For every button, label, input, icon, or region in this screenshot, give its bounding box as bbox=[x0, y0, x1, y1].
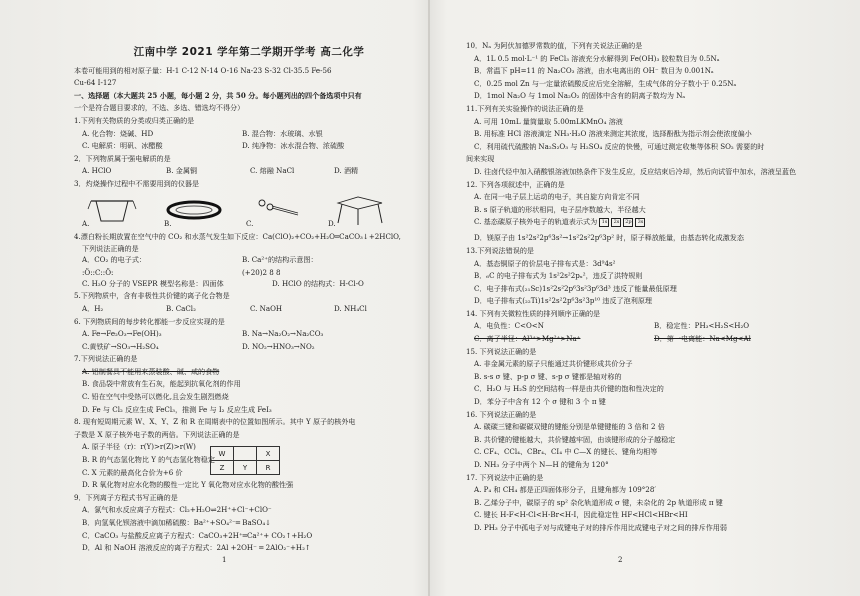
grid-cell bbox=[234, 447, 257, 461]
q11-option-c-cont: 间来实现 bbox=[466, 154, 495, 164]
q14-options bbox=[466, 320, 846, 333]
q13-option-b: B．₆C 的电子排布式为 1s²2s²2pₓ²，违反了洪特规则 bbox=[474, 271, 643, 281]
atomic-mass-note-2: Cu-64 I-127 bbox=[74, 78, 117, 88]
question-10: 10．Nₐ 为阿伏加德罗常数的值，下列有关说法正确的是 bbox=[466, 41, 643, 50]
q8-option-d: D. R 氧化物对应水化物的酸性一定比 Y 氧化物对应水化物的酸性强 bbox=[82, 480, 294, 490]
periodic-position-grid bbox=[210, 446, 280, 475]
grid-cell: Y bbox=[234, 461, 257, 475]
q14-option-c: C．离子半径：Al³⁺>Mg²⁺>Na⁺ bbox=[474, 334, 581, 344]
q11-option-a: A. 可用 10mL 量筒量取 5.00mLKMnO₄ 溶液 bbox=[474, 116, 623, 126]
grid-row bbox=[211, 461, 280, 475]
q6-option-b: B. Na→Na₂O₂→Na₂CO₃ bbox=[242, 329, 324, 339]
question-2: 2．下列物质属于强电解质的是 bbox=[74, 153, 171, 163]
q13-option-c: C．电子排布式(₂₁Sc)1s²2s²2p⁶3s²3p⁶3d³ 违反了能量最低原理 bbox=[474, 283, 677, 293]
q14-option-a: A．电负性：C<O<N bbox=[474, 321, 544, 331]
q13-option-d: D．电子排布式(₂₂Ti)1s²2s²2p⁶3s²3p¹⁰ 违反了泡利原理 bbox=[474, 296, 653, 306]
q7-option-a: A. 铝制餐具不能用来蒸装酸、碱、咸的食物 bbox=[82, 366, 220, 376]
q1-options-2 bbox=[74, 140, 424, 153]
ca-ion-structure-icon: (+20)2 8 8 bbox=[242, 267, 281, 277]
question-8: 8. 现有短周期元素 W、X、Y、Z 和 R 在周期表中的位置如图所示。其中 Y 原子的核外电 bbox=[74, 417, 356, 427]
q8-option-c: C. X 元素的最高化合价为+6 价 bbox=[82, 467, 183, 477]
q4-option-b: B. Ca²⁺的结构示意图： (+20)2 8 8 bbox=[242, 254, 402, 279]
q7-option-d: D. Fe 与 Cl₂ 反应生成 FeCl₃，推测 Fe 与 I₂ 反应生成 FeI₃ bbox=[82, 404, 272, 414]
q4-option-a: A．CO₂ 的电子式： :Ö::C::Ö: bbox=[82, 254, 242, 279]
q7-option-c: C. 铅在空气中受热可以燃化,且会发生剧烈燃烧 bbox=[82, 392, 229, 402]
q9-option-d: D．Al 和 NaOH 溶液反应的离子方程式：2Al +2OH⁻ ═ 2AlO₂⁻+H₂↑ bbox=[82, 543, 311, 553]
q6-options-2 bbox=[74, 341, 424, 354]
q2-option-c: C. 熔融 NaCl bbox=[250, 166, 295, 176]
q10-option-d: D．1mol Na₂O 与 1mol Na₂O₂ 的固体中含有的阴离子数均为 Nₐ bbox=[474, 91, 686, 101]
q15-option-c: C．H₂O 与 H₂S 的空间结构一样是由共价键的饱和性决定的 bbox=[474, 384, 664, 394]
section-heading-cont: 一个是符合题目要求的，不选、多选、错选均不得分） bbox=[74, 103, 245, 113]
crucible-tongs-icon bbox=[246, 193, 306, 227]
q16-option-a: A. 碳碳三键和碳碳双键的键能分别是单键键能的 3 倍和 2 倍 bbox=[474, 422, 665, 432]
q15-option-a: A. 非金属元素的原子只能通过共价键形成共价分子 bbox=[474, 359, 633, 369]
q16-option-c: C. CF₄、CCl₄、CBr₄、CI₄ 中 C—X 的键长、键角均相等 bbox=[474, 447, 658, 457]
tripod-icon bbox=[328, 193, 388, 227]
q14-options-2 bbox=[466, 333, 846, 346]
q11-option-d: D. 往卤代烃中加入硝酸银溶液加热条件下发生反应，反应结束后冷却，然后向试管中加水，溶液呈蓝色 bbox=[474, 166, 797, 176]
question-16: 16. 下列说法正确的是 bbox=[466, 409, 537, 419]
q4-options bbox=[74, 256, 424, 278]
q14-option-b: B．稳定性：PH₃<H₂S<H₂O bbox=[654, 321, 750, 331]
orbital-box: 3s bbox=[635, 218, 645, 227]
q12-option-c: C. 基态碳原子核外电子的轨道表示式为 1s 2s 2p 3s bbox=[466, 216, 846, 232]
question-17: 17. 下列说法中正确的是 bbox=[466, 472, 544, 482]
q17-option-c: C. 键长 H-F<H-Cl<H-Br<H-I，因此稳定性 HF<HCl<HBr<HI bbox=[474, 510, 688, 520]
q12-option-a: A. 在同一电子层上运动的电子，其自旋方向肯定不同 bbox=[474, 192, 640, 202]
question-3: 3．灼烧操作过程中不需要用到的仪器是 bbox=[74, 178, 200, 188]
orbital-box: 1s bbox=[599, 218, 609, 227]
question-5: 5.下列物质中，含有非极性共价键的离子化合物是 bbox=[74, 291, 230, 301]
q4-options-2 bbox=[74, 278, 424, 291]
clay-triangle-figure: B. bbox=[164, 193, 246, 231]
q8-option-b: B. R 的气态氢化物比 Y 的气态氢化物稳定 bbox=[82, 455, 215, 465]
q4-option-d: D. HClO 的结构式：H-Cl-O bbox=[272, 278, 364, 288]
q13-option-a: A．基态铜原子的价层电子排布式是：3d⁹4s² bbox=[474, 258, 616, 268]
q6-option-c: C.黄铁矿→SO₃→H₂SO₄ bbox=[82, 341, 159, 351]
q1-options bbox=[74, 128, 424, 141]
tongs-figure: C. bbox=[246, 193, 328, 231]
orbital-box: 2s bbox=[611, 218, 621, 227]
q2-option-a: A. HClO bbox=[82, 166, 112, 176]
q17-option-d: D. PH₃ 分子中孤电子对与成键电子对的排斥作用比成键电子对之间的排斥作用弱 bbox=[474, 522, 727, 532]
question-1: 1.下列有关物质的分类或归类正确的是 bbox=[74, 115, 195, 125]
orbital-diagram-icon bbox=[599, 218, 645, 227]
q6-option-d: D. NO₂→HNO₃→NO₂ bbox=[242, 341, 315, 351]
q16-option-d: D. NH₃ 分子中两个 N—H 的键角为 120° bbox=[474, 460, 609, 469]
question-4: 4.漂白粉长期放置在空气中的 CO₂ 和水蒸气发生如下反应：Ca(ClO)₂+CO₂+H₂O═CaCO₃↓+2HClO, bbox=[74, 231, 401, 241]
q5-option-d: D. NH₄Cl bbox=[334, 303, 367, 313]
atomic-mass-note: 本卷可能用到的相对原子量：H-1 C-12 N-14 O-16 Na-23 S-32 Cl-35.5 Fe-56 bbox=[74, 65, 332, 75]
page-fold bbox=[428, 0, 430, 596]
tripod-figure: D. bbox=[328, 193, 410, 231]
crucible-figure: A. bbox=[82, 193, 164, 231]
q5-options bbox=[74, 303, 424, 316]
q11-option-b: B. 用标准 HCl 溶液滴定 NH₃·H₂O 溶液来测定其浓度，选择酚酞为指示剂会使浓度偏小 bbox=[474, 129, 752, 139]
grid-cell: Z bbox=[211, 461, 234, 475]
page-number-right: 2 bbox=[618, 556, 623, 564]
q11-option-c: C．利用硫代硫酸钠 Na₂S₂O₃ 与 H₂SO₄ 反应的快慢，可通过测定收集等体积 SO₂ 需要的时 bbox=[474, 141, 765, 151]
q6-option-a: A. Fe→Fe₂O₃→Fe(OH)₃ bbox=[82, 329, 162, 339]
q2-option-d: D. 酒精 bbox=[334, 166, 359, 176]
q10-option-a: A．1L 0.5 mol·L⁻¹ 的 FeCl₃ 溶液充分水解得到 Fe(OH)₃ 胶粒数目为 0.5Nₐ bbox=[474, 53, 720, 63]
q10-option-b: B．常温下 pH=11 的 Na₂CO₃ 溶液，由水电离出的 OH⁻ 数目为 0.001Nₐ bbox=[474, 66, 714, 76]
q9-option-a: A．氯气和水反应离子方程式：Cl₂+H₂O⇌2H⁺+Cl⁻+ClO⁻ bbox=[82, 505, 272, 515]
question-8-cont: 子数是 X 原子核外电子数的两倍。下列说法正确的是 bbox=[74, 429, 240, 439]
question-6: 6. 下列物质间的每步转化都能一步反应实现的是 bbox=[74, 316, 225, 326]
q2-options bbox=[74, 165, 424, 178]
q5-option-b: B. CaCl₂ bbox=[166, 303, 196, 313]
q17-option-b: B. 乙烯分子中，碳原子的 sp² 杂化轨道形成 σ 键，未杂化的 2p 轨道形成 π 键 bbox=[474, 497, 723, 507]
question-7: 7.下列说法正确的是 bbox=[74, 354, 138, 364]
clay-triangle-icon bbox=[164, 193, 224, 227]
q15-option-d: D．苯分子中含有 12 个 σ 键和 3 个 π 键 bbox=[474, 397, 606, 407]
q8-option-a: A. 原子半径（r)：r(Y)>r(Z)>r(W) bbox=[82, 442, 196, 452]
grid-row bbox=[211, 447, 280, 461]
q1-option-c: C. 电解质：明矾、冰醋酸 bbox=[82, 141, 163, 151]
q12-option-b: B. s 原子轨道的形状相同，电子层序数越大，半径越大 bbox=[474, 204, 646, 214]
q1-option-b: B. 混合物：水玻璃、水银 bbox=[242, 128, 323, 138]
grid-cell: R bbox=[257, 461, 280, 475]
q17-option-a: A. P₄ 和 CH₄ 都是正四面体形分子，且键角都为 109°28′ bbox=[474, 485, 656, 495]
q6-options bbox=[74, 328, 424, 341]
q10-option-c: C．0.25 mol Zn 与一定量浓硫酸反应后完全溶解，生成气体的分子数小于 0.25Nₐ bbox=[474, 78, 737, 88]
q15-option-b: B. s-s σ 键、p-p σ 键、s-p σ 键都是轴对称的 bbox=[474, 371, 622, 381]
q14-option-d: D．第一电离能：Na<Mg<Al bbox=[654, 334, 751, 344]
q12-option-d: D．镁原子由 1s²2s²2p⁶3s²→1s²2s²2p⁶3p² 时，原子释放能量，由基态转化成激发态 bbox=[474, 233, 744, 243]
question-9: 9．下列离子方程式书写正确的是 bbox=[74, 492, 178, 502]
grid-cell: W bbox=[211, 447, 234, 461]
q9-option-c: C．CaCO₃ 与盐酸反应离子方程式：CaCO₃+2H⁺═Ca²⁺+ CO₂↑+H₂O bbox=[82, 530, 313, 540]
q7-option-b: B. 食品袋中常放有生石灰，能起到抗氧化剂的作用 bbox=[82, 379, 241, 389]
q5-option-a: A．H₂ bbox=[82, 303, 104, 313]
q9-option-b: B．向氢氧化钡溶液中滴加稀硫酸：Ba²⁺+SO₄²⁻═ BaSO₄↓ bbox=[82, 518, 272, 527]
right-page bbox=[466, 40, 846, 535]
question-11: 11.下列有关实验操作的说法正确的是 bbox=[466, 103, 584, 113]
q4-option-c: C. H₂O 分子的 VSEPR 模型名称是：四面体 bbox=[82, 278, 224, 288]
q1-option-d: D. 纯净物：冰水混合物、浓硫酸 bbox=[242, 141, 345, 151]
exam-title: 江南中学 2021 学年第二学期开学考 高二化学 bbox=[133, 46, 365, 58]
question-4-cont: 下列说法正确的是 bbox=[82, 244, 139, 254]
grid-cell: X bbox=[257, 447, 280, 461]
q2-option-b: B. 金属铜 bbox=[166, 166, 198, 176]
question-13: 13.下列说法错误的是 bbox=[466, 245, 535, 255]
crucible-icon bbox=[82, 193, 142, 227]
page-number-left: 1 bbox=[222, 556, 227, 564]
q3-apparatus-figures bbox=[74, 191, 424, 231]
q1-option-a: A. 化合物：烧碱、HD bbox=[82, 128, 154, 138]
question-15: 15. 下列说法正确的是 bbox=[466, 346, 537, 356]
q16-option-b: B. 共价键的键能越大，共价键越牢固，由该键形成的分子越稳定 bbox=[474, 434, 676, 444]
question-12: 12. 下列各项叙述中，正确的是 bbox=[466, 179, 565, 189]
q5-option-c: C. NaOH bbox=[250, 303, 283, 313]
question-14: 14. 下列有关微粒性质的排列顺序正确的是 bbox=[466, 308, 601, 318]
co2-electron-dot-icon: :Ö::C::Ö: bbox=[82, 267, 114, 277]
section-heading: 一、选择题（本大题共 25 小题，每小题 2 分，共 50 分。每小题列出的四个备选项中只有 bbox=[74, 90, 362, 100]
orbital-box: 2p bbox=[625, 218, 632, 225]
